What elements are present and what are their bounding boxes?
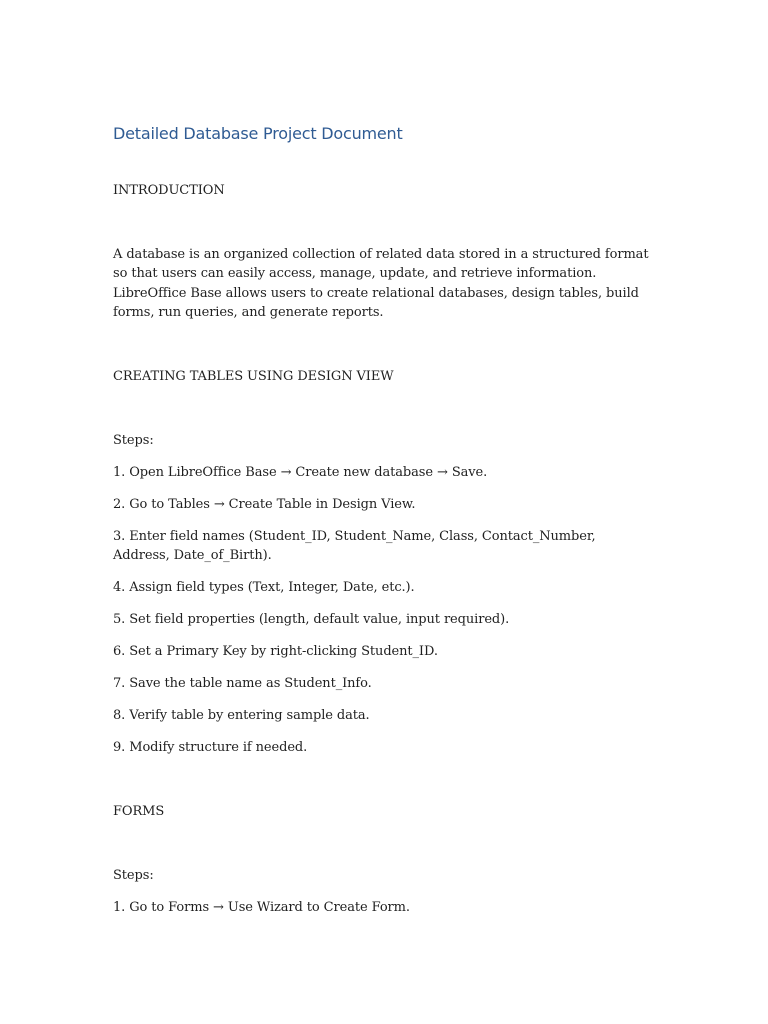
tables-step-3: 3. Enter field names (Student_ID, Student_Name, Class, Contact_Number, Address, Date_of_Birth).	[113, 529, 596, 564]
tables-step-5: 5. Set field properties (length, default value, input required).	[113, 612, 510, 627]
forms-step-1: 1. Go to Forms → Use Wizard to Create Form.	[113, 900, 410, 915]
intro-paragraph: A database is an organized collection of related data stored in a structured format so that users can easily access, manage, update, and retrieve information. LibreOffice Base allows users to create relational databases, design tables, build forms, run queries, and generate reports.	[113, 247, 649, 320]
tables-step-9: 9. Modify structure if needed.	[113, 740, 308, 755]
tables-step-6: 6. Set a Primary Key by right-clicking Student_ID.	[113, 644, 438, 659]
forms-steps-label: Steps:	[113, 868, 154, 883]
section-heading-forms: FORMS	[113, 804, 165, 819]
tables-step-7: 7. Save the table name as Student_Info.	[113, 676, 372, 691]
tables-step-2: 2. Go to Tables → Create Table in Design View.	[113, 497, 416, 512]
section-heading-introduction: INTRODUCTION	[113, 183, 225, 198]
document-title: Detailed Database Project Document	[113, 124, 403, 143]
tables-steps-label: Steps:	[113, 433, 154, 448]
section-heading-creating-tables: CREATING TABLES USING DESIGN VIEW	[113, 369, 394, 384]
tables-step-4: 4. Assign field types (Text, Integer, Date, etc.).	[113, 580, 415, 595]
tables-step-8: 8. Verify table by entering sample data.	[113, 708, 370, 723]
tables-step-1: 1. Open LibreOffice Base → Create new database → Save.	[113, 465, 488, 480]
